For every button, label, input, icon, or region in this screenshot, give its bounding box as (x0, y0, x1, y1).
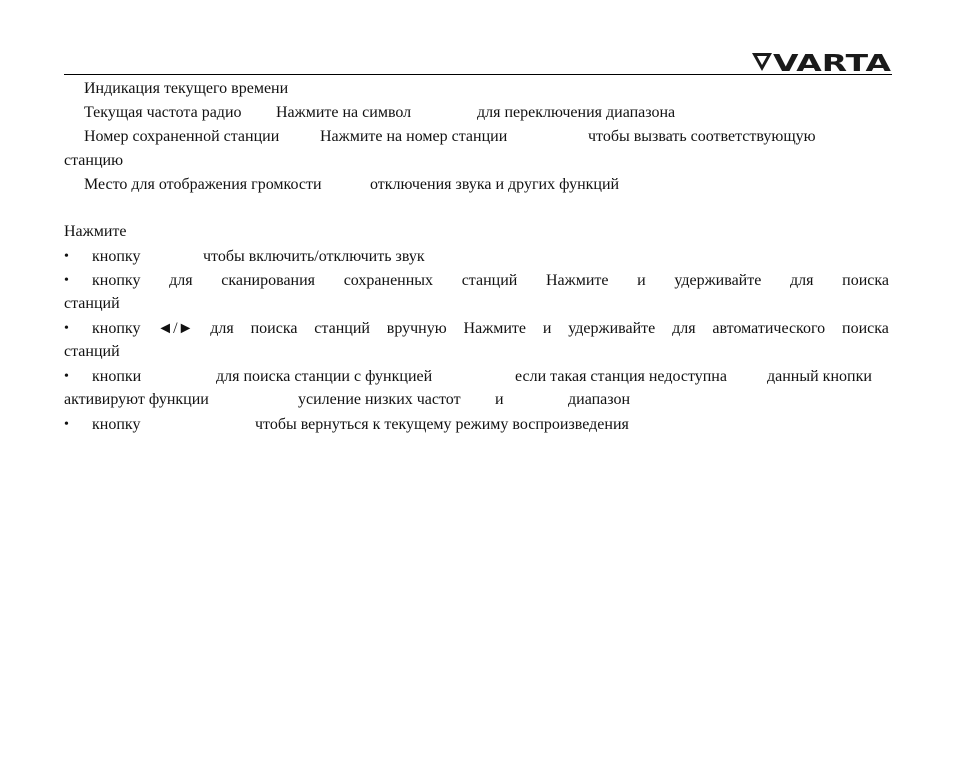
mute-text-a: кнопку (92, 248, 141, 265)
scan-word: Нажмите (546, 272, 609, 289)
scan-word: станций (461, 272, 518, 289)
scan-word: поиска (842, 272, 889, 289)
seek-line (92, 319, 889, 339)
seek-word: для (210, 320, 234, 337)
time-indication-text: Индикация текущего времени (84, 80, 289, 97)
func-text-g: и (495, 391, 504, 408)
freq-text-b: Нажмите на символ (276, 104, 412, 121)
varta-logo-emblem (752, 53, 772, 71)
varta-logo (751, 50, 893, 74)
func-text-e: активируют функции (64, 391, 209, 408)
scan-word: сохраненных (343, 272, 434, 289)
preset-text-a: Номер сохраненной станции (84, 128, 280, 145)
header-rule (64, 74, 892, 75)
seek-word: вручную (386, 320, 447, 337)
volume-text-b: отключения звука и других функций (370, 176, 620, 193)
func-text-h: диапазон (568, 391, 631, 408)
seek-word: автоматического (712, 320, 826, 337)
scan-word: и (637, 272, 646, 289)
mute-text-b: чтобы включить/отключить звук (203, 248, 425, 265)
bullet-func: • (64, 369, 69, 384)
seek-arrows-icon: ◄/► (157, 320, 194, 337)
seek-word: поиска (250, 320, 298, 337)
preset-text-c: чтобы вызвать соответствующую (588, 128, 816, 145)
scan-word: удерживайте (674, 272, 762, 289)
preset-text-b: Нажмите на номер станции (320, 128, 508, 145)
bullet-seek: • (64, 321, 69, 336)
scan-word: для (789, 272, 814, 289)
scan-tail: станций (64, 295, 120, 312)
func-text-b: для поиска станции с функцией (216, 368, 433, 385)
func-text-d: данный кнопки (767, 368, 872, 385)
seek-tail: станций (64, 343, 120, 360)
bullet-mute: • (64, 249, 69, 264)
scan-word: сканирования (221, 272, 316, 289)
func-text-a: кнопки (92, 368, 142, 385)
scan-word: кнопку (92, 272, 141, 289)
bullet-scan: • (64, 273, 69, 288)
seek-word: и (542, 320, 552, 337)
seek-word: кнопку (92, 320, 141, 337)
freq-text-c: для переключения диапазона (477, 104, 676, 121)
varta-logo-wordmark: VARTA (773, 51, 892, 74)
preset-text-d: станцию (64, 152, 124, 169)
func-text-c: если такая станция недоступна (515, 368, 727, 385)
bullet-back: • (64, 417, 69, 432)
seek-word: станций (314, 320, 370, 337)
func-text-f: усиление низких частот (298, 391, 461, 408)
seek-word: удерживайте (568, 320, 656, 337)
seek-word: поиска (842, 320, 889, 337)
volume-text-a: Место для отображения громкости (84, 176, 322, 193)
press-label: Нажмите (64, 223, 127, 240)
freq-text-a: Текущая частота радио (84, 104, 242, 121)
scan-word: для (169, 272, 193, 289)
back-text-b: чтобы вернуться к текущему режиму воспроизведения (255, 416, 629, 433)
seek-word: Нажмите (463, 320, 527, 337)
scan-line (92, 271, 889, 291)
back-text-a: кнопку (92, 416, 141, 433)
seek-word: для (672, 320, 696, 337)
